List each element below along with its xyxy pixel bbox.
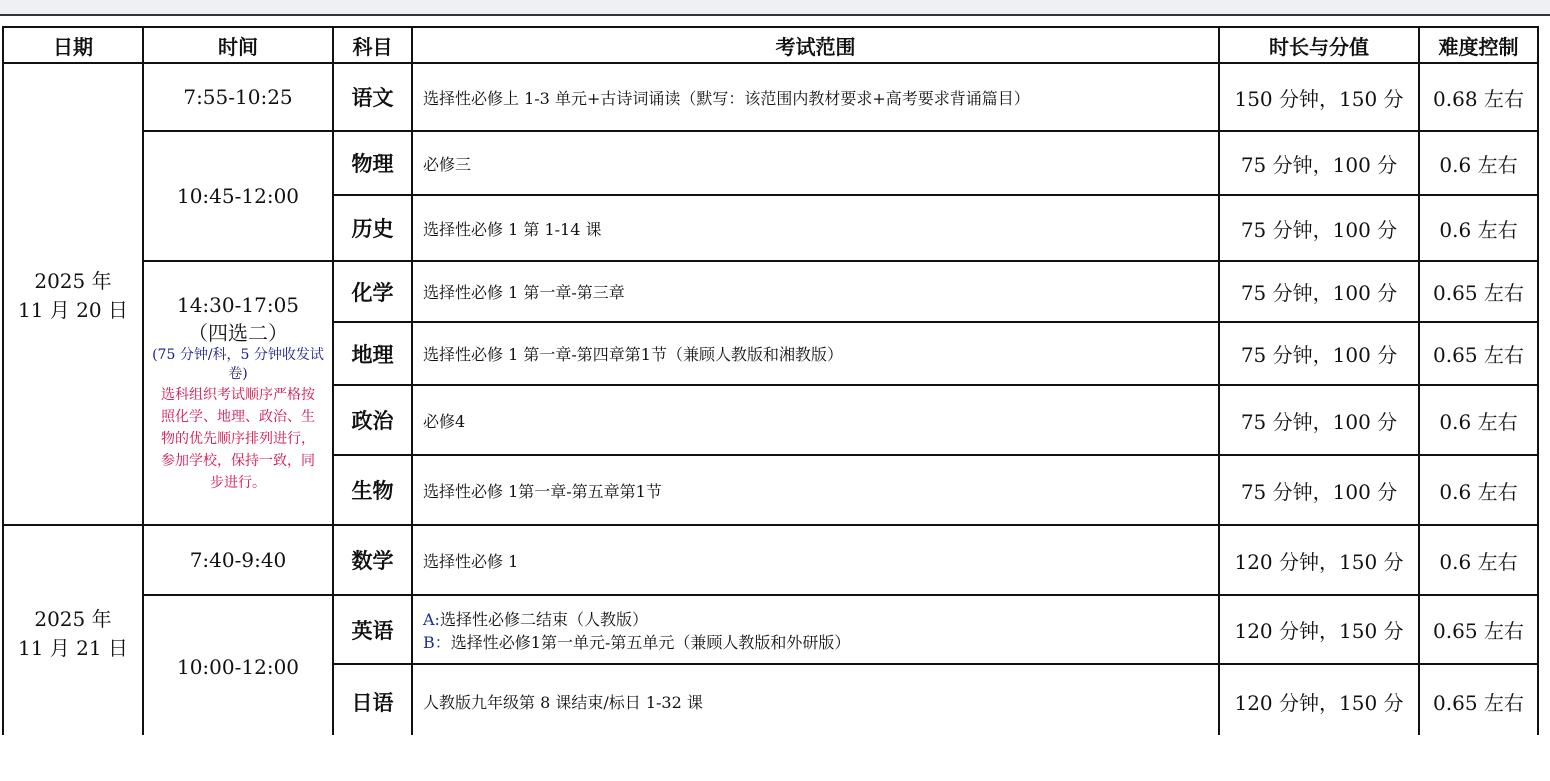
- exam-schedule-table: [2, 26, 1539, 740]
- subject-cell: 地理: [333, 322, 412, 385]
- table-row: [3, 525, 1538, 595]
- time-cell: 7:55-10:25: [143, 63, 333, 131]
- scope-cell: 必修4: [412, 385, 1219, 455]
- duration-cell: 120 分钟，150 分: [1219, 525, 1419, 595]
- date-cell-day1: [3, 63, 143, 525]
- table-row: [3, 131, 1538, 195]
- difficulty-cell: 0.6 左右: [1419, 455, 1538, 525]
- difficulty-cell: 0.65 左右: [1419, 595, 1538, 664]
- subject-cell: 化学: [333, 261, 412, 322]
- subject-cell: 物理: [333, 131, 412, 195]
- scope-cell: 选择性必修 1 第一章-第三章: [412, 261, 1219, 322]
- duration-cell: 75 分钟，100 分: [1219, 455, 1419, 525]
- table-row: [3, 261, 1538, 322]
- duration-cell: 75 分钟，100 分: [1219, 385, 1419, 455]
- time-note: (75 分钟/科，5 分钟收发试卷): [152, 346, 324, 382]
- duration-cell: 120 分钟，150 分: [1219, 595, 1419, 664]
- duration-cell: 75 分钟，100 分: [1219, 261, 1419, 322]
- header-scope: 考试范围: [412, 27, 1219, 63]
- option-label: B：: [423, 632, 451, 652]
- option-text: 选择性必修1第一单元-第五单元（兼顾人教版和外研版）: [450, 632, 851, 652]
- header-date: 日期: [3, 27, 143, 63]
- difficulty-cell: 0.6 左右: [1419, 525, 1538, 595]
- scope-cell: 选择性必修 1 第 1-14 课: [412, 195, 1219, 261]
- subject-cell: 生物: [333, 455, 412, 525]
- bottom-margin: [0, 735, 1550, 781]
- date-line: 2025 年: [34, 269, 112, 293]
- duration-cell: 75 分钟，100 分: [1219, 195, 1419, 261]
- header-difficulty: 难度控制: [1419, 27, 1538, 63]
- top-band: [0, 0, 1550, 16]
- duration-cell: 75 分钟，100 分: [1219, 322, 1419, 385]
- difficulty-cell: 0.68 左右: [1419, 63, 1538, 131]
- difficulty-cell: 0.65 左右: [1419, 322, 1538, 385]
- duration-cell: 75 分钟，100 分: [1219, 131, 1419, 195]
- subject-cell: 数学: [333, 525, 412, 595]
- scope-cell: 选择性必修 1第一章-第五章第1节: [412, 455, 1219, 525]
- time-range: 14:30-17:05: [176, 292, 300, 317]
- scope-cell: 选择性必修上 1-3 单元+古诗词诵读（默写：该范围内教材要求+高考要求背诵篇目）: [412, 63, 1219, 131]
- duration-cell: 120 分钟，150 分: [1219, 664, 1419, 739]
- difficulty-cell: 0.6 左右: [1419, 195, 1538, 261]
- order-note: 选科组织考试顺序严格按照化学、地理、政治、生物的优先顺序排列进行，参加学校，保持一致，同步进行。: [161, 386, 315, 491]
- header-row: [3, 27, 1538, 63]
- subject-cell: 政治: [333, 385, 412, 455]
- difficulty-cell: 0.6 左右: [1419, 385, 1538, 455]
- time-subtitle: （四选二）: [188, 320, 288, 345]
- subject-cell: 语文: [333, 63, 412, 131]
- difficulty-cell: 0.65 左右: [1419, 261, 1538, 322]
- time-cell: 7:40-9:40: [143, 525, 333, 595]
- subject-cell: 历史: [333, 195, 412, 261]
- scope-option-a: [423, 607, 1218, 630]
- time-cell-elective: [143, 261, 333, 525]
- date-line: 2025 年: [34, 607, 112, 631]
- scope-cell: 必修三: [412, 131, 1219, 195]
- date-cell-day2: [3, 525, 143, 739]
- scope-cell: [412, 595, 1219, 664]
- date-line: 11 月 21 日: [18, 636, 128, 660]
- header-subject: 科目: [333, 27, 412, 63]
- subject-cell: 日语: [333, 664, 412, 739]
- header-duration: 时长与分值: [1219, 27, 1419, 63]
- difficulty-cell: 0.65 左右: [1419, 664, 1538, 739]
- scope-option-b: [423, 630, 1218, 653]
- table-row: [3, 63, 1538, 131]
- header-time: 时间: [143, 27, 333, 63]
- table-row: [3, 595, 1538, 664]
- option-text: 选择性必修二结束（人教版）: [439, 609, 648, 629]
- subject-cell: 英语: [333, 595, 412, 664]
- time-cell: 10:45-12:00: [143, 131, 333, 261]
- scope-cell: 人教版九年级第 8 课结束/标日 1-32 课: [412, 664, 1219, 739]
- duration-cell: 150 分钟，150 分: [1219, 63, 1419, 131]
- difficulty-cell: 0.6 左右: [1419, 131, 1538, 195]
- option-label: A:: [423, 609, 440, 629]
- scope-cell: 选择性必修 1 第一章-第四章第1节（兼顾人教版和湘教版）: [412, 322, 1219, 385]
- time-cell: 10:00-12:00: [143, 595, 333, 739]
- scope-cell: 选择性必修 1: [412, 525, 1219, 595]
- date-line: 11 月 20 日: [18, 298, 128, 322]
